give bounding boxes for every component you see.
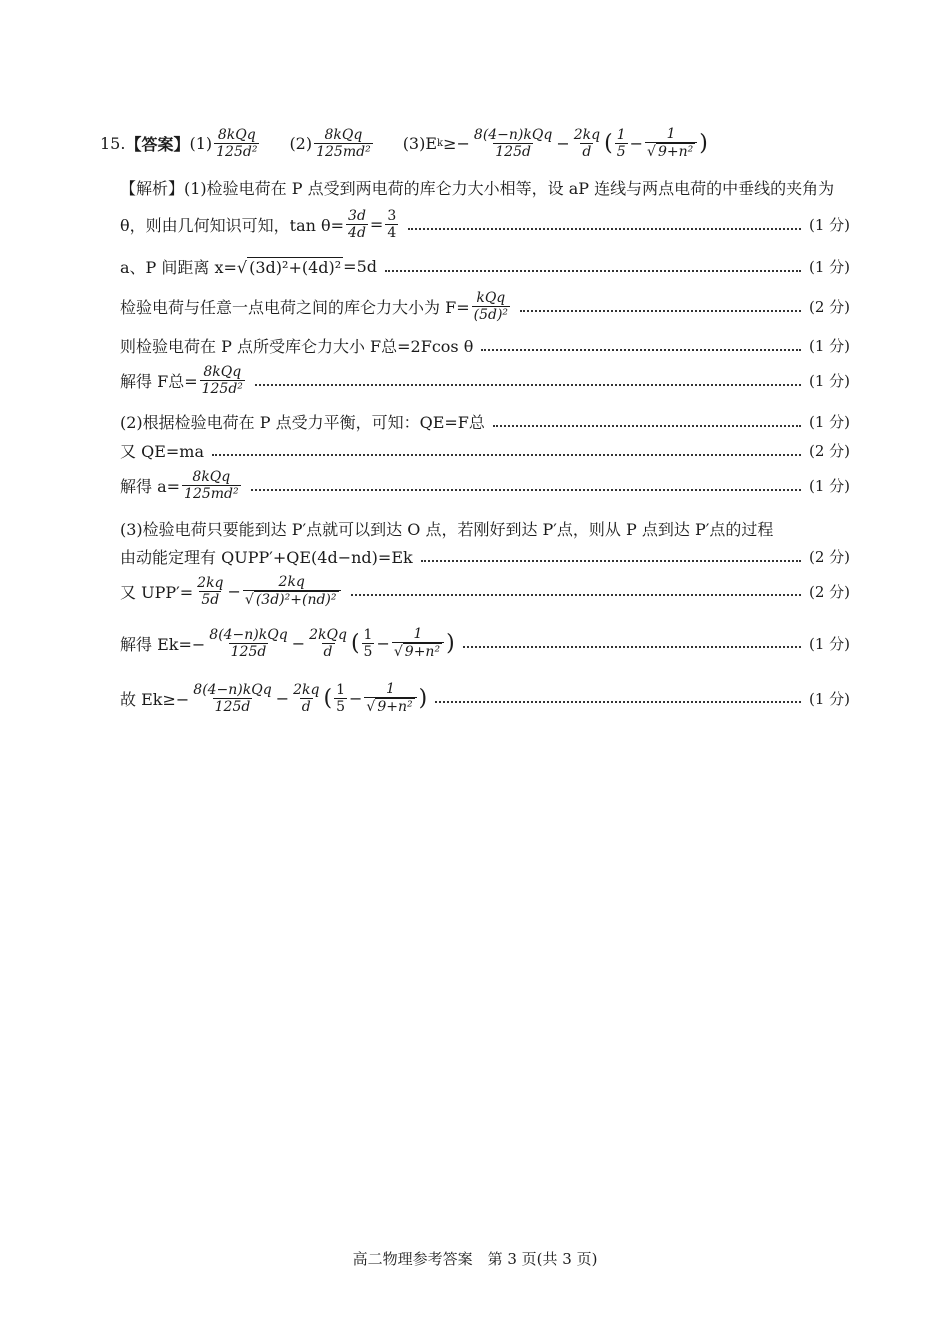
- dotted-leader: [435, 701, 801, 703]
- analysis-line-13: 解得 Ek=− $\frac{\text{8(4−n)kQq}}{125d}$ − $\frac{\text{2kQq}}{d}$ ( $\frac{1}{5}$ − 1 √ 9+n² ) (1 分): [120, 626, 850, 661]
- answer-part3-fraction-b: $\frac{2kq}{d}$: [573, 126, 601, 160]
- dotted-leader: [255, 384, 801, 386]
- analysis-line-10: (3)检验电荷只要能到达 P′点就可以到达 O 点，若刚好到达 P′点，则从 P 点到达 P′点的过程: [120, 520, 774, 539]
- total-force-fraction: $\frac{\text{8kQq}}{\text{125d²}}$: [201, 364, 243, 398]
- dotted-leader: [408, 228, 801, 230]
- question-number: 15.: [100, 133, 126, 153]
- answer-part3-fraction-c: $\frac{1}{5}$: [616, 126, 626, 160]
- tan-fraction-1: $\frac{3d}{4d}$: [348, 208, 366, 242]
- analysis-heading-text: 【解析】(1)检验电荷在 P 点受到两电荷的库仑力大小相等，设 aP 连线与两点电荷的中垂线的夹角为: [120, 179, 835, 198]
- score-mark: (1 分): [808, 258, 850, 276]
- ek-fraction-4: 1 √ 9+n²: [392, 626, 444, 660]
- answer-part3-fraction-d: 1 √ 9+n²: [645, 126, 697, 160]
- ek-min-fraction-4: 1 √ 9+n²: [364, 681, 416, 715]
- analysis-line-1: [120, 176, 850, 199]
- dotted-leader: [481, 349, 801, 351]
- analysis-line-3: a、P 间距离 x= √ (3d)²+(4d)² =5d (1 分): [120, 257, 850, 277]
- score-mark: (1 分): [808, 477, 850, 496]
- score-mark: (1 分): [808, 634, 850, 653]
- acceleration-fraction: $\frac{\text{8kQq}}{\text{125md²}}$: [184, 469, 239, 503]
- ek-min-fraction-3: $\frac{1}{5}$: [336, 681, 345, 715]
- distance-sqrt: √ (3d)²+(4d)²: [236, 257, 342, 277]
- dotted-leader: [385, 270, 801, 272]
- potential-fraction-1: $\frac{2kq}{5d}$: [197, 574, 224, 608]
- coulomb-fraction: $\frac{\text{kQq}}{\text{(5d)²}}$: [473, 290, 509, 324]
- dotted-leader: [463, 646, 801, 648]
- score-mark: (2 分): [808, 298, 850, 317]
- score-mark: (1 分): [808, 216, 850, 235]
- ek-fraction-1: $\frac{\text{8(4−n)kQq}}{125d}$: [209, 626, 288, 660]
- answer-line: 15. 【答案】 (1) $\frac{\text{8kQq}}{\text{125d²}}$ (2) $\frac{\text{8kQq}}{\text{125md²}}$ (3)E k ≥− $\frac{\text{8(4−n)kQq}}{125d}$ − $\frac{2kq}{d}$ ( $\frac{1}{5}$ − 1 √ 9+n² ): [100, 126, 708, 161]
- analysis-line-4: 检验电荷与任意一点电荷之间的库仑力大小为 F= $\frac{\text{kQq}}{\text{(5d)²}}$ (2 分): [120, 290, 850, 324]
- score-mark: (2 分): [808, 548, 850, 566]
- analysis-line-8: 又 QE=ma (2 分): [120, 442, 850, 461]
- analysis-line-2: θ，则由几何知识可知，tan θ= $\frac{3d}{4d}$ = $\frac{3}{4}$ (1 分): [120, 208, 850, 242]
- answer-part2-fraction: $\frac{\text{8kQq}}{\text{125md²}}$: [316, 126, 371, 160]
- ek-fraction-2: $\frac{\text{2kQq}}{d}$: [309, 626, 347, 660]
- analysis-line-9: 解得 a= $\frac{\text{8kQq}}{\text{125md²}}$ (1 分): [120, 469, 850, 503]
- page-footer: 高二物理参考答案 第 3 页(共 3 页): [352, 1250, 598, 1268]
- answer-part2-label: (2): [289, 133, 313, 153]
- score-mark: (1 分): [808, 337, 850, 355]
- dotted-leader: [212, 454, 801, 456]
- potential-fraction-2: 2kq √ (3d)²+(nd)²: [243, 574, 341, 608]
- score-mark: (1 分): [808, 372, 850, 391]
- analysis-line-14: 故 Ek≥− $\frac{\text{8(4−n)kQq}}{125d}$ − $\frac{2kq}{d}$ ( $\frac{1}{5}$ − 1 √ 9+n² ) (1 分): [120, 681, 850, 716]
- analysis-line-6: 解得 F总= $\frac{\text{8kQq}}{\text{125d²}}$ (1 分): [120, 364, 850, 398]
- analysis-line-7: (2)根据检验电荷在 P 点受力平衡，可知：QE=F总 (1 分): [120, 413, 850, 432]
- dotted-leader: [520, 310, 801, 312]
- score-mark: (2 分): [808, 582, 850, 601]
- score-mark: (1 分): [808, 689, 850, 708]
- score-mark: (1 分): [808, 413, 850, 431]
- ek-fraction-3: $\frac{1}{5}$: [363, 626, 373, 660]
- answer-part1-label: (1): [189, 133, 213, 153]
- dotted-leader: [351, 594, 801, 596]
- analysis-line-5: 则检验电荷在 P 点所受库仑力大小 F总=2Fcos θ (1 分): [120, 337, 850, 356]
- analysis-line-12: 又 UPP′= $\frac{2kq}{5d}$ − 2kq √ (3d)²+(nd)² (2 分): [120, 574, 850, 609]
- ek-min-fraction-1: $\frac{\text{8(4−n)kQq}}{125d}$: [193, 681, 272, 715]
- dotted-leader: [421, 560, 801, 562]
- dotted-leader: [493, 425, 801, 427]
- score-mark: (2 分): [808, 442, 850, 460]
- answer-tag: 【答案】: [125, 134, 190, 154]
- dotted-leader: [251, 489, 801, 491]
- answer-part3-fraction-a: $\frac{\text{8(4−n)kQq}}{125d}$: [473, 126, 553, 160]
- tan-fraction-2: $\frac{3}{4}$: [387, 208, 397, 242]
- answer-part1-fraction: $\frac{\text{8kQq}}{\text{125d²}}$: [216, 126, 258, 160]
- ek-min-fraction-2: $\frac{2kq}{d}$: [293, 681, 320, 715]
- answer-part3-label: (3)E: [402, 133, 438, 153]
- analysis-line-11: 由动能定理有 QUPP′+QE(4d−nd)=Ek (2 分): [120, 548, 850, 567]
